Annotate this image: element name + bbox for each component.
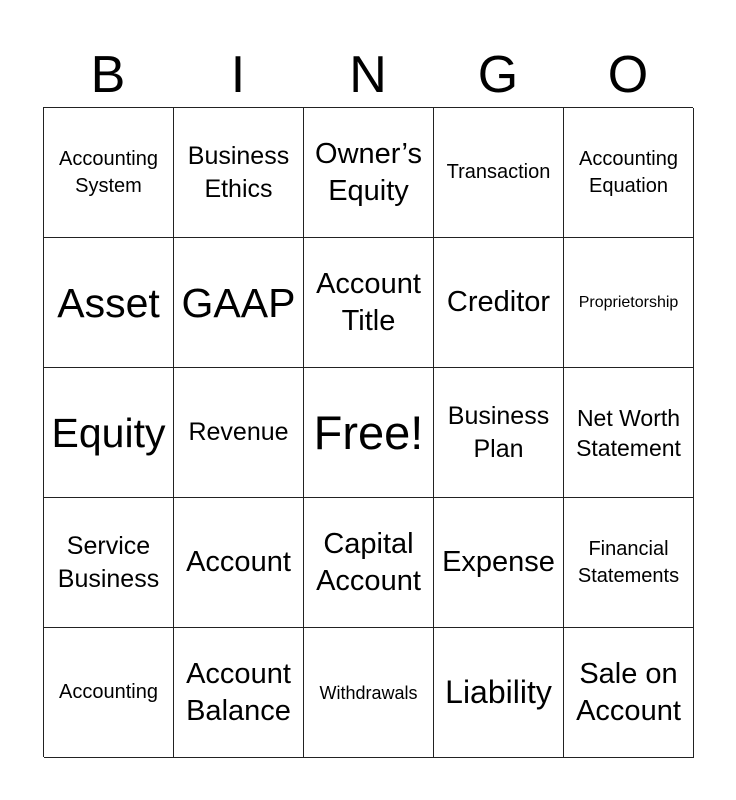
bingo-cell-r4c3[interactable] (304, 498, 434, 628)
bingo-cell-r2c5[interactable] (564, 238, 694, 368)
header-letter-o: O (607, 46, 649, 104)
header-letter-g: G (477, 46, 519, 104)
bingo-cell-r5c1[interactable] (44, 628, 174, 758)
bingo-cell-r1c1[interactable] (44, 108, 174, 238)
cell-label: Withdrawals (319, 682, 418, 703)
bingo-cell-r3c1[interactable] (44, 368, 174, 498)
cell-label: Asset (57, 279, 160, 326)
bingo-board (43, 107, 693, 757)
cell-label: Proprietorship (578, 293, 679, 311)
bingo-cell-r3c4[interactable] (434, 368, 564, 498)
cell-label: Financial Statements (577, 537, 680, 587)
header-letter-n: N (349, 46, 387, 104)
cell-label: Expense (442, 546, 555, 578)
cell-label: Accounting Equation (579, 147, 678, 197)
bingo-cell-r2c4[interactable] (434, 238, 564, 368)
header-letter-i: I (230, 46, 246, 104)
bingo-cell-r2c2[interactable] (174, 238, 304, 368)
bingo-cell-r2c3[interactable] (304, 238, 434, 368)
cell-label: GAAP (181, 279, 296, 326)
bingo-cell-r3c2[interactable] (174, 368, 304, 498)
bingo-cell-r5c4[interactable] (434, 628, 564, 758)
bingo-cell-r1c3[interactable] (304, 108, 434, 238)
cell-label: Sale on Account (576, 657, 681, 727)
cell-label: Service Business (57, 531, 160, 593)
bingo-cell-r3c3-free[interactable] (304, 368, 434, 498)
bingo-cell-r5c5[interactable] (564, 628, 694, 758)
cell-label: Business Plan (447, 401, 550, 463)
cell-label: Owner’s Equity (315, 137, 422, 207)
cell-label: Account (186, 546, 291, 578)
cell-label: Account Balance (186, 657, 291, 727)
bingo-cell-r1c5[interactable] (564, 108, 694, 238)
bingo-cell-r1c4[interactable] (434, 108, 564, 238)
cell-label: Business Ethics (187, 141, 290, 203)
bingo-cell-r4c1[interactable] (44, 498, 174, 628)
cell-label: Equity (51, 409, 166, 456)
cell-label: Capital Account (316, 527, 421, 597)
header-letter-b: B (90, 46, 126, 104)
bingo-cell-r3c5[interactable] (564, 368, 694, 498)
cell-label: Liability (445, 674, 552, 710)
cell-label: Account Title (316, 267, 421, 337)
bingo-cell-r4c2[interactable] (174, 498, 304, 628)
cell-label: Net Worth Statement (576, 404, 681, 461)
bingo-header (43, 44, 693, 106)
cell-label: Revenue (188, 418, 289, 446)
bingo-cell-r2c1[interactable] (44, 238, 174, 368)
cell-label: Transaction (446, 161, 551, 183)
cell-label: Creditor (446, 286, 551, 318)
bingo-cell-r5c2[interactable] (174, 628, 304, 758)
bingo-cell-r5c3[interactable] (304, 628, 434, 758)
bingo-cell-r4c4[interactable] (434, 498, 564, 628)
bingo-cell-r4c5[interactable] (564, 498, 694, 628)
bingo-cell-r1c2[interactable] (174, 108, 304, 238)
cell-label: Accounting (59, 681, 158, 703)
free-space-label: Free! (313, 405, 424, 459)
cell-label: Accounting System (59, 147, 158, 197)
